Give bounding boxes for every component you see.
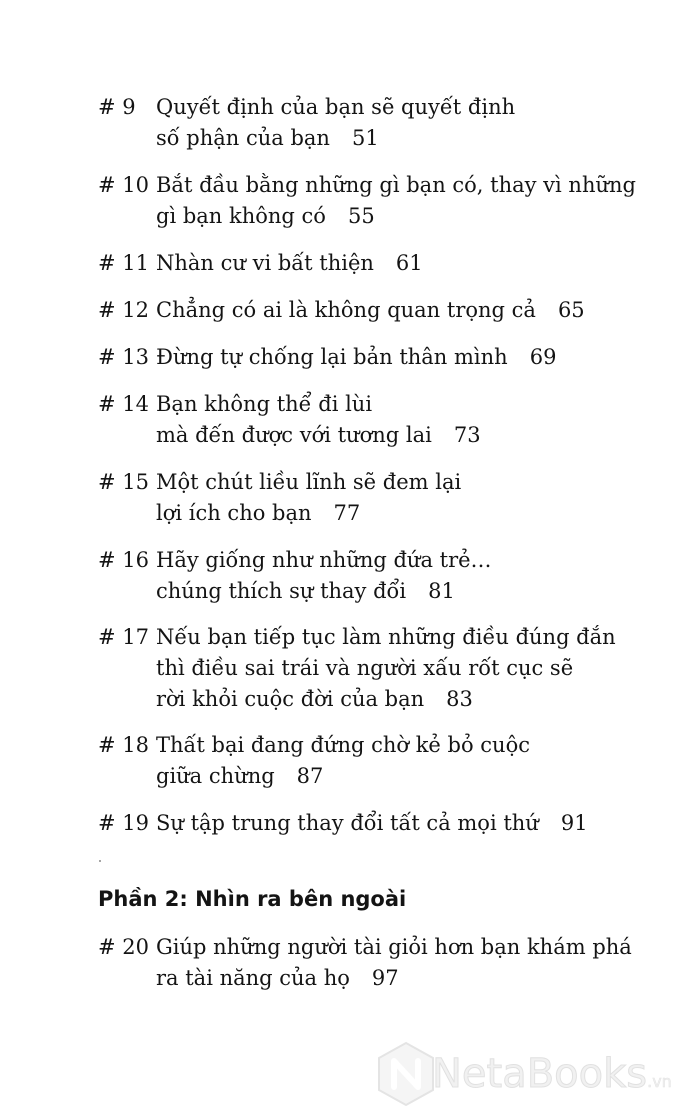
- entry-title-line: Nhàn cư vi bất thiện: [156, 251, 374, 275]
- entry-title: [156, 467, 656, 529]
- entry-title-line: Đừng tự chống lại bản thân mình: [156, 345, 508, 369]
- entry-number: # 14: [98, 392, 149, 416]
- print-speck: [99, 860, 101, 862]
- entry-title-line: mà đến được với tương lai: [156, 423, 432, 447]
- netabooks-watermark: [372, 1040, 687, 1110]
- entry-page-number: 81: [428, 579, 455, 603]
- entry-number: # 18: [98, 733, 149, 757]
- entry-page-number: 91: [560, 811, 588, 835]
- entry-title-line: Một chút liều lĩnh sẽ đem lại: [156, 470, 462, 494]
- entry-page-number: 87: [296, 764, 324, 788]
- entry-title-line: chúng thích sự thay đổi: [156, 579, 407, 603]
- entry-title: [156, 932, 656, 994]
- entry-title-line: Thất bại đang đứng chờ kẻ bỏ cuộc: [156, 733, 530, 757]
- entry-title-line: rời khỏi cuộc đời của bạn: [156, 687, 425, 711]
- entry-page-number: 69: [529, 345, 557, 369]
- entry-page-number: 83: [446, 687, 473, 711]
- entry-page-number: 61: [395, 251, 423, 275]
- entry-title: [156, 248, 656, 279]
- entry-number: # 16: [98, 548, 149, 572]
- entry-title: [156, 92, 656, 154]
- entry-title: [156, 730, 656, 792]
- entry-title-line: Giúp những người tài giỏi hơn bạn khám phá: [156, 935, 632, 959]
- entry-number: # 11: [98, 251, 149, 275]
- entry-title-line: Nếu bạn tiếp tục làm những điều đúng đắn: [156, 625, 616, 649]
- entry-number: # 19: [98, 811, 149, 835]
- entry-page-number: 65: [557, 298, 585, 322]
- entry-title: [156, 545, 656, 607]
- entry-title-line: Bạn không thể đi lùi: [156, 392, 373, 416]
- entry-page-number: 55: [347, 204, 375, 228]
- entry-title-line: số phận của bạn: [156, 126, 330, 150]
- entry-title: [156, 622, 656, 715]
- entry-page-number: 77: [333, 501, 361, 525]
- entry-title-line: Quyết định của bạn sẽ quyết định: [156, 95, 516, 119]
- entry-title: [156, 170, 656, 232]
- entry-number: # 13: [98, 345, 149, 369]
- entry-title: [156, 295, 656, 326]
- entry-page-number: 97: [371, 966, 399, 990]
- entry-number: # 10: [98, 173, 149, 197]
- entry-title-line: lợi ích cho bạn: [156, 501, 312, 525]
- section-heading: Phần 2: Nhìn ra bên ngoài: [98, 887, 407, 911]
- entry-title-line: gì bạn không có: [156, 204, 326, 228]
- watermark-brand: NetaBooks.vn: [432, 1051, 672, 1097]
- entry-number: # 9: [98, 95, 136, 119]
- entry-title: [156, 342, 656, 373]
- entry-title-line: Chẳng có ai là không quan trọng cả: [156, 298, 536, 322]
- entry-title-line: Bắt đầu bằng những gì bạn có, thay vì những: [156, 173, 636, 197]
- netabooks-logo-icon: [372, 1040, 440, 1108]
- entry-number: # 15: [98, 470, 149, 494]
- entry-title-line: giữa chừng: [156, 764, 275, 788]
- entry-title-line: Sự tập trung thay đổi tất cả mọi thứ: [156, 811, 539, 835]
- entry-title: [156, 389, 656, 451]
- entry-number: # 20: [98, 935, 149, 959]
- entry-title-line: thì điều sai trái và người xấu rốt cục sẽ: [156, 656, 574, 680]
- entry-title: [156, 808, 656, 839]
- entry-page-number: 73: [453, 423, 481, 447]
- entry-title-line: ra tài năng của họ: [156, 966, 350, 990]
- entry-number: # 12: [98, 298, 149, 322]
- entry-number: # 17: [98, 625, 149, 649]
- entry-page-number: 51: [351, 126, 379, 150]
- entry-title-line: Hãy giống như những đứa trẻ…: [156, 548, 492, 572]
